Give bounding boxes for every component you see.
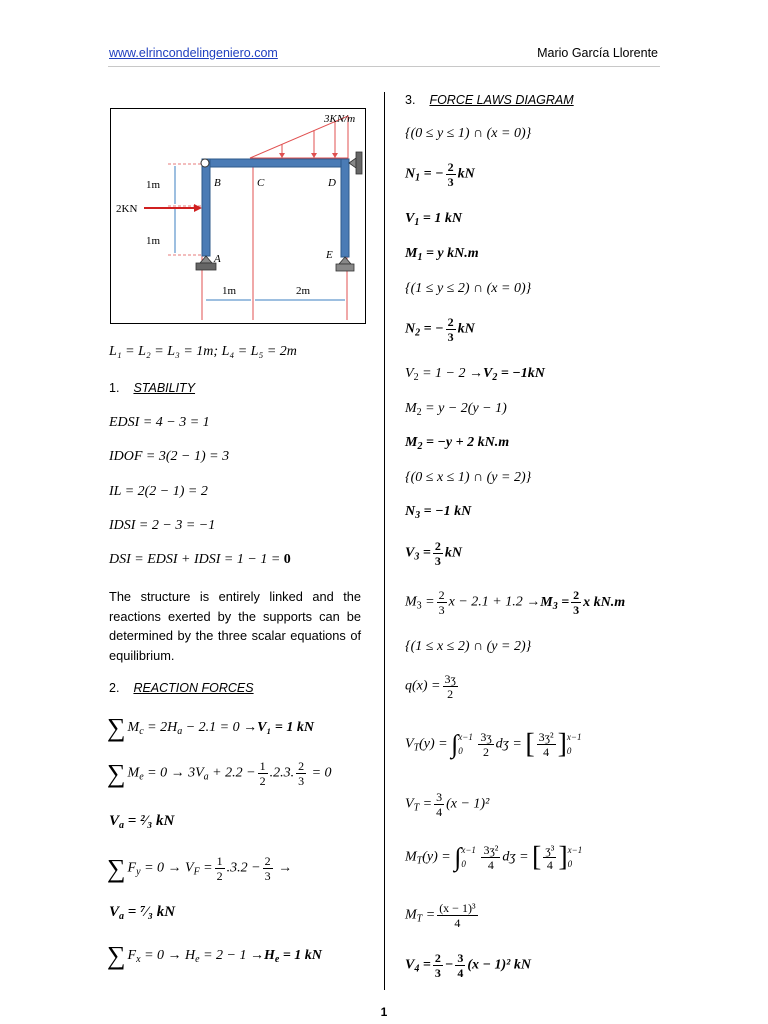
website-link[interactable]: www.elrincondelingeniero.com: [109, 46, 278, 60]
n2-eq: $N_2$ = − $\frac{2}{3}$ kN: [405, 315, 475, 344]
page-number: 1: [380, 1005, 388, 1019]
interval-1: {(0 ≤ y ≤ 1) ∩ (x = 0)}: [405, 126, 532, 141]
m1-eq: $M_1 = y$ kN.m: [405, 246, 479, 263]
dim-top-label: 1m: [146, 179, 161, 191]
node-c: C: [257, 177, 265, 189]
column-left: [202, 159, 210, 256]
moment-e-eq: ∑ $M_e = 0 \to 3V_a + 2.2$ − $\frac{1}{2}$ .2.3. $\frac{2}{3}$ = 0: [107, 758, 332, 788]
v2-eq: $V_2 = 1 - 2 \to V_2 = -1kN$: [405, 366, 545, 383]
author-name: Mario García Llorente: [537, 46, 658, 60]
n3-eq: $N_3 = -1$ kN: [405, 504, 472, 521]
structure-figure: [110, 108, 366, 324]
vt-integral-eq: $V_T(y)$ = ∫ x−1 0 $\frac{\text{3ʒ}}{2}$ dʒ = [ $\frac{\text{3ʒ²}}{4}$ ] x−1 0: [405, 728, 582, 760]
sum-fy-eq: ∑ $F_y = 0 \to V_F$ = $\frac{1}{2}$ .3.2 − $\frac{2}{3}$ →: [107, 853, 293, 883]
column-right: [341, 159, 349, 257]
m3-eq: $M_3$ = $\frac{2}{3}$ $x - 2.1 + 1.2 \to M_3$ = $\frac{2}{3}$ x kN.m: [405, 588, 626, 617]
load-label: 3KN/m: [324, 113, 356, 125]
dim-x1-label: 1m: [222, 285, 237, 297]
v3-eq: $V_3$ = $\frac{2}{3}$ kN: [405, 539, 462, 568]
idsi-eq: IDSI = 2 − 3 = −1: [109, 518, 216, 533]
beam-member: [202, 159, 349, 167]
m2-result: $M_2 = -y + 2$ kN.m: [405, 435, 510, 452]
m2-eq: $M_2 = y - 2(y - 1)$: [405, 401, 507, 418]
v4-eq: $V_4$ = $\frac{2}{3}$ − $\frac{3}{4}$ (x − 1)² kN: [405, 951, 531, 980]
q-eq: q(x) = $\frac{\text{3ʒ}}{2}$: [405, 672, 456, 701]
lengths-eq: L₁ = L₂ = L₃ = 1m; L₄ = L₅ = 2m: [109, 344, 297, 359]
header-rule: [108, 66, 660, 67]
section-force-laws: 3. FORCE LAWS DIAGRAM: [405, 93, 574, 107]
edsi-eq: EDSI = 4 − 3 = 1: [109, 415, 210, 430]
il-eq: IL = 2(2 − 1) = 2: [109, 484, 208, 499]
section-stability: 1. STABILITY: [109, 381, 196, 395]
node-b: B: [214, 177, 221, 189]
mt-integral-eq: $M_T(y)$ = ∫ x−1 0 $\frac{\text{3ʒ²}}{4}$ dʒ = [ $\frac{\text{ʒ³}}{4}$ ] x−1 0: [405, 841, 583, 873]
hinge-b: [201, 159, 209, 167]
interval-2: {(1 ≤ y ≤ 2) ∩ (x = 0)}: [405, 281, 532, 296]
vt-eq: $V_T$ = $\frac{3}{4}$ (x − 1)²: [405, 790, 490, 819]
va-result-2: $V_a$ = ⁷⁄₃ kN: [109, 904, 176, 922]
moment-c-eq: ∑ $M_c = 2H_a - 2.1 = 0 \to V_1 = 1$ kN: [107, 713, 314, 742]
idof-eq: IDOF = 3(2 − 1) = 3: [109, 449, 230, 464]
interval-4: {(1 ≤ x ≤ 2) ∩ (y = 2)}: [405, 639, 532, 654]
node-e: E: [326, 249, 333, 261]
node-d: D: [328, 177, 336, 189]
n1-eq: $N_1$ = − $\frac{2}{3}$ kN: [405, 160, 475, 189]
dim-bottom-label: 1m: [146, 235, 161, 247]
node-a: A: [214, 253, 221, 265]
paragraph: The structure is entirely linked and the reactions exerted by the supports can be determined by the three scalar equations of equilibrium.: [109, 589, 361, 663]
column-divider: [384, 92, 385, 990]
mt-eq: $M_T$ = $\frac{\text{(x − 1)³}}{4}$: [405, 901, 476, 930]
dim-x2-label: 2m: [296, 285, 311, 297]
force-label: 2KN: [116, 203, 138, 215]
frame-diagram: [110, 108, 366, 324]
sum-fx-eq: ∑ $F_x = 0 \to H_e = 2 - 1 \to H_e = 1$ kN: [107, 941, 322, 970]
interval-3: {(0 ≤ x ≤ 1) ∩ (y = 2)}: [405, 470, 532, 485]
va-result-1: $V_a$ = ²⁄₃ kN: [109, 813, 175, 831]
v1-eq: $V_1 = 1$ kN: [405, 211, 462, 228]
dsi-eq: DSI = EDSI + IDSI = 1 − 1 = 0: [109, 552, 291, 567]
section-reactions: 2. REACTION FORCES: [109, 681, 254, 695]
